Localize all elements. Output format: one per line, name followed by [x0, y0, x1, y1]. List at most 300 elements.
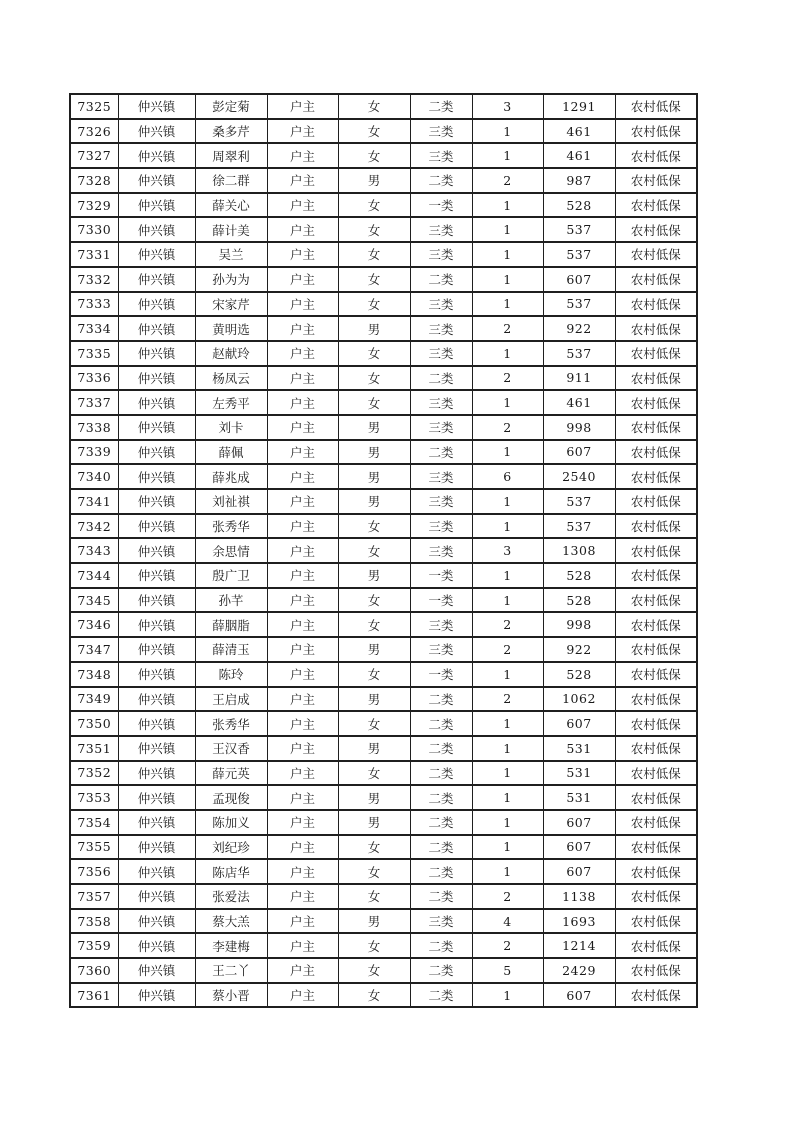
cell-amount: 528 [543, 563, 615, 588]
cell-town: 仲兴镇 [118, 119, 195, 144]
cell-gender: 男 [338, 316, 410, 341]
table-row [70, 217, 697, 242]
table-row [70, 662, 697, 687]
cell-amount: 537 [543, 242, 615, 267]
cell-gender: 女 [338, 958, 410, 983]
table-row [70, 785, 697, 810]
cell-amount: 607 [543, 267, 615, 292]
cell-count: 1 [472, 217, 543, 242]
cell-count: 1 [472, 514, 543, 539]
cell-name: 彭定菊 [195, 94, 267, 119]
cell-amount: 998 [543, 415, 615, 440]
cell-name: 徐二群 [195, 168, 267, 193]
cell-town: 仲兴镇 [118, 884, 195, 909]
cell-category: 二类 [410, 983, 472, 1008]
cell-category: 二类 [410, 267, 472, 292]
cell-gender: 男 [338, 810, 410, 835]
cell-town: 仲兴镇 [118, 316, 195, 341]
cell-program: 农村低保 [615, 440, 697, 465]
cell-gender: 男 [338, 736, 410, 761]
cell-name: 孙芊 [195, 588, 267, 613]
cell-id: 7345 [70, 588, 118, 613]
cell-town: 仲兴镇 [118, 612, 195, 637]
cell-category: 三类 [410, 464, 472, 489]
cell-relation: 户主 [267, 859, 338, 884]
cell-relation: 户主 [267, 983, 338, 1008]
cell-relation: 户主 [267, 933, 338, 958]
cell-amount: 531 [543, 761, 615, 786]
cell-name: 薛清玉 [195, 637, 267, 662]
cell-id: 7349 [70, 687, 118, 712]
cell-count: 1 [472, 835, 543, 860]
cell-amount: 537 [543, 292, 615, 317]
cell-gender: 男 [338, 687, 410, 712]
cell-gender: 男 [338, 464, 410, 489]
cell-gender: 女 [338, 538, 410, 563]
cell-relation: 户主 [267, 687, 338, 712]
cell-count: 1 [472, 859, 543, 884]
table-row [70, 489, 697, 514]
cell-category: 二类 [410, 835, 472, 860]
cell-id: 7330 [70, 217, 118, 242]
cell-category: 三类 [410, 316, 472, 341]
cell-program: 农村低保 [615, 489, 697, 514]
cell-town: 仲兴镇 [118, 94, 195, 119]
cell-name: 张爱法 [195, 884, 267, 909]
cell-town: 仲兴镇 [118, 143, 195, 168]
cell-relation: 户主 [267, 242, 338, 267]
cell-program: 农村低保 [615, 612, 697, 637]
cell-name: 殷广卫 [195, 563, 267, 588]
cell-category: 二类 [410, 958, 472, 983]
cell-count: 1 [472, 711, 543, 736]
cell-id: 7338 [70, 415, 118, 440]
cell-category: 二类 [410, 933, 472, 958]
cell-amount: 922 [543, 316, 615, 341]
cell-category: 二类 [410, 761, 472, 786]
cell-category: 二类 [410, 440, 472, 465]
cell-amount: 922 [543, 637, 615, 662]
table-row [70, 464, 697, 489]
cell-count: 1 [472, 563, 543, 588]
cell-relation: 户主 [267, 489, 338, 514]
cell-program: 农村低保 [615, 168, 697, 193]
cell-relation: 户主 [267, 143, 338, 168]
cell-name: 刘祉祺 [195, 489, 267, 514]
cell-amount: 998 [543, 612, 615, 637]
cell-name: 桑多芹 [195, 119, 267, 144]
cell-town: 仲兴镇 [118, 588, 195, 613]
cell-count: 1 [472, 761, 543, 786]
cell-count: 4 [472, 909, 543, 934]
cell-town: 仲兴镇 [118, 785, 195, 810]
cell-relation: 户主 [267, 514, 338, 539]
cell-town: 仲兴镇 [118, 983, 195, 1008]
cell-name: 宋家芹 [195, 292, 267, 317]
cell-gender: 男 [338, 637, 410, 662]
cell-program: 农村低保 [615, 859, 697, 884]
cell-amount: 537 [543, 489, 615, 514]
cell-gender: 男 [338, 415, 410, 440]
cell-program: 农村低保 [615, 143, 697, 168]
cell-count: 1 [472, 440, 543, 465]
cell-id: 7346 [70, 612, 118, 637]
cell-town: 仲兴镇 [118, 810, 195, 835]
cell-program: 农村低保 [615, 588, 697, 613]
cell-program: 农村低保 [615, 341, 697, 366]
cell-relation: 户主 [267, 366, 338, 391]
cell-count: 1 [472, 785, 543, 810]
cell-town: 仲兴镇 [118, 563, 195, 588]
cell-count: 2 [472, 884, 543, 909]
cell-id: 7325 [70, 94, 118, 119]
table-row [70, 884, 697, 909]
cell-amount: 987 [543, 168, 615, 193]
cell-town: 仲兴镇 [118, 292, 195, 317]
cell-id: 7355 [70, 835, 118, 860]
cell-relation: 户主 [267, 415, 338, 440]
cell-category: 一类 [410, 588, 472, 613]
cell-town: 仲兴镇 [118, 958, 195, 983]
cell-gender: 男 [338, 909, 410, 934]
cell-id: 7351 [70, 736, 118, 761]
cell-id: 7344 [70, 563, 118, 588]
cell-relation: 户主 [267, 588, 338, 613]
cell-program: 农村低保 [615, 415, 697, 440]
cell-count: 1 [472, 292, 543, 317]
table-row [70, 119, 697, 144]
cell-name: 刘卡 [195, 415, 267, 440]
cell-id: 7360 [70, 958, 118, 983]
cell-name: 张秀华 [195, 514, 267, 539]
cell-town: 仲兴镇 [118, 217, 195, 242]
cell-relation: 户主 [267, 440, 338, 465]
cell-amount: 911 [543, 366, 615, 391]
cell-program: 农村低保 [615, 687, 697, 712]
cell-gender: 女 [338, 341, 410, 366]
cell-town: 仲兴镇 [118, 193, 195, 218]
cell-program: 农村低保 [615, 242, 697, 267]
cell-town: 仲兴镇 [118, 835, 195, 860]
cell-town: 仲兴镇 [118, 415, 195, 440]
cell-program: 农村低保 [615, 983, 697, 1008]
cell-town: 仲兴镇 [118, 514, 195, 539]
table-row [70, 859, 697, 884]
cell-category: 二类 [410, 711, 472, 736]
cell-gender: 女 [338, 859, 410, 884]
cell-amount: 607 [543, 835, 615, 860]
cell-count: 1 [472, 341, 543, 366]
cell-count: 1 [472, 736, 543, 761]
cell-count: 3 [472, 94, 543, 119]
cell-gender: 女 [338, 514, 410, 539]
cell-amount: 1291 [543, 94, 615, 119]
cell-gender: 女 [338, 217, 410, 242]
cell-name: 陈加义 [195, 810, 267, 835]
cell-gender: 女 [338, 193, 410, 218]
cell-gender: 女 [338, 267, 410, 292]
cell-category: 三类 [410, 119, 472, 144]
cell-program: 农村低保 [615, 94, 697, 119]
cell-town: 仲兴镇 [118, 736, 195, 761]
cell-amount: 2429 [543, 958, 615, 983]
cell-count: 1 [472, 489, 543, 514]
cell-gender: 女 [338, 119, 410, 144]
cell-count: 1 [472, 588, 543, 613]
cell-name: 刘纪珍 [195, 835, 267, 860]
cell-id: 7333 [70, 292, 118, 317]
cell-id: 7340 [70, 464, 118, 489]
cell-id: 7348 [70, 662, 118, 687]
cell-program: 农村低保 [615, 933, 697, 958]
table-row [70, 983, 697, 1008]
cell-name: 余思情 [195, 538, 267, 563]
table-row [70, 440, 697, 465]
table-row [70, 612, 697, 637]
cell-relation: 户主 [267, 341, 338, 366]
cell-program: 农村低保 [615, 217, 697, 242]
cell-count: 1 [472, 242, 543, 267]
cell-count: 2 [472, 316, 543, 341]
cell-name: 黄明选 [195, 316, 267, 341]
cell-count: 1 [472, 983, 543, 1008]
cell-town: 仲兴镇 [118, 440, 195, 465]
cell-relation: 户主 [267, 884, 338, 909]
cell-town: 仲兴镇 [118, 390, 195, 415]
cell-name: 薛胭脂 [195, 612, 267, 637]
cell-program: 农村低保 [615, 563, 697, 588]
cell-relation: 户主 [267, 292, 338, 317]
cell-relation: 户主 [267, 563, 338, 588]
cell-category: 三类 [410, 612, 472, 637]
cell-id: 7343 [70, 538, 118, 563]
cell-category: 二类 [410, 859, 472, 884]
cell-amount: 1308 [543, 538, 615, 563]
cell-program: 农村低保 [615, 884, 697, 909]
cell-relation: 户主 [267, 637, 338, 662]
cell-program: 农村低保 [615, 637, 697, 662]
cell-id: 7359 [70, 933, 118, 958]
table-row [70, 143, 697, 168]
cell-gender: 男 [338, 563, 410, 588]
cell-name: 薛兆成 [195, 464, 267, 489]
cell-town: 仲兴镇 [118, 168, 195, 193]
cell-category: 一类 [410, 193, 472, 218]
cell-id: 7335 [70, 341, 118, 366]
cell-town: 仲兴镇 [118, 687, 195, 712]
cell-id: 7337 [70, 390, 118, 415]
cell-name: 王汉香 [195, 736, 267, 761]
table-row [70, 168, 697, 193]
table-row [70, 588, 697, 613]
table-row [70, 637, 697, 662]
cell-town: 仲兴镇 [118, 242, 195, 267]
cell-relation: 户主 [267, 711, 338, 736]
cell-amount: 537 [543, 217, 615, 242]
cell-category: 一类 [410, 563, 472, 588]
table-row [70, 958, 697, 983]
cell-town: 仲兴镇 [118, 711, 195, 736]
cell-town: 仲兴镇 [118, 464, 195, 489]
cell-relation: 户主 [267, 267, 338, 292]
cell-category: 二类 [410, 884, 472, 909]
cell-relation: 户主 [267, 736, 338, 761]
table-row [70, 761, 697, 786]
cell-amount: 461 [543, 390, 615, 415]
cell-amount: 2540 [543, 464, 615, 489]
cell-category: 三类 [410, 217, 472, 242]
cell-count: 2 [472, 933, 543, 958]
cell-relation: 户主 [267, 168, 338, 193]
cell-name: 陈玲 [195, 662, 267, 687]
cell-gender: 女 [338, 390, 410, 415]
cell-count: 1 [472, 267, 543, 292]
cell-amount: 1693 [543, 909, 615, 934]
cell-category: 二类 [410, 785, 472, 810]
cell-town: 仲兴镇 [118, 933, 195, 958]
cell-amount: 528 [543, 193, 615, 218]
cell-amount: 531 [543, 785, 615, 810]
cell-relation: 户主 [267, 835, 338, 860]
cell-category: 二类 [410, 687, 472, 712]
table-row [70, 366, 697, 391]
cell-category: 三类 [410, 242, 472, 267]
cell-amount: 537 [543, 514, 615, 539]
cell-id: 7329 [70, 193, 118, 218]
table-row [70, 193, 697, 218]
table-row [70, 563, 697, 588]
cell-amount: 1062 [543, 687, 615, 712]
table-row [70, 514, 697, 539]
cell-program: 农村低保 [615, 711, 697, 736]
table-row [70, 909, 697, 934]
cell-gender: 女 [338, 933, 410, 958]
cell-amount: 1138 [543, 884, 615, 909]
cell-town: 仲兴镇 [118, 341, 195, 366]
cell-name: 薛关心 [195, 193, 267, 218]
cell-gender: 男 [338, 440, 410, 465]
cell-town: 仲兴镇 [118, 662, 195, 687]
cell-name: 蔡小晋 [195, 983, 267, 1008]
cell-amount: 528 [543, 662, 615, 687]
table-row [70, 711, 697, 736]
cell-program: 农村低保 [615, 193, 697, 218]
cell-count: 2 [472, 612, 543, 637]
cell-name: 陈店华 [195, 859, 267, 884]
cell-id: 7331 [70, 242, 118, 267]
cell-id: 7336 [70, 366, 118, 391]
cell-category: 三类 [410, 390, 472, 415]
cell-gender: 男 [338, 489, 410, 514]
cell-id: 7356 [70, 859, 118, 884]
table-row [70, 341, 697, 366]
cell-count: 1 [472, 390, 543, 415]
cell-program: 农村低保 [615, 292, 697, 317]
table-row [70, 415, 697, 440]
cell-amount: 1214 [543, 933, 615, 958]
cell-category: 三类 [410, 514, 472, 539]
cell-program: 农村低保 [615, 316, 697, 341]
cell-gender: 女 [338, 835, 410, 860]
cell-name: 王二丫 [195, 958, 267, 983]
cell-program: 农村低保 [615, 390, 697, 415]
cell-category: 二类 [410, 810, 472, 835]
cell-count: 2 [472, 168, 543, 193]
cell-amount: 607 [543, 983, 615, 1008]
cell-relation: 户主 [267, 217, 338, 242]
cell-amount: 607 [543, 440, 615, 465]
cell-program: 农村低保 [615, 366, 697, 391]
cell-town: 仲兴镇 [118, 267, 195, 292]
cell-name: 杨凤云 [195, 366, 267, 391]
cell-relation: 户主 [267, 464, 338, 489]
cell-name: 王启成 [195, 687, 267, 712]
cell-count: 1 [472, 193, 543, 218]
cell-name: 吴兰 [195, 242, 267, 267]
cell-relation: 户主 [267, 810, 338, 835]
cell-gender: 女 [338, 612, 410, 637]
table-row [70, 736, 697, 761]
cell-count: 2 [472, 687, 543, 712]
cell-category: 一类 [410, 662, 472, 687]
cell-gender: 女 [338, 242, 410, 267]
cell-program: 农村低保 [615, 267, 697, 292]
table-row [70, 933, 697, 958]
cell-id: 7326 [70, 119, 118, 144]
cell-relation: 户主 [267, 316, 338, 341]
cell-gender: 女 [338, 366, 410, 391]
cell-program: 农村低保 [615, 736, 697, 761]
cell-id: 7357 [70, 884, 118, 909]
welfare-roster-table [69, 93, 698, 1008]
cell-town: 仲兴镇 [118, 637, 195, 662]
cell-gender: 女 [338, 711, 410, 736]
cell-program: 农村低保 [615, 662, 697, 687]
cell-category: 三类 [410, 143, 472, 168]
cell-town: 仲兴镇 [118, 859, 195, 884]
cell-category: 三类 [410, 341, 472, 366]
cell-name: 薛元英 [195, 761, 267, 786]
cell-name: 薛计美 [195, 217, 267, 242]
cell-program: 农村低保 [615, 785, 697, 810]
table-row [70, 316, 697, 341]
cell-category: 二类 [410, 94, 472, 119]
cell-name: 蔡大羔 [195, 909, 267, 934]
cell-relation: 户主 [267, 538, 338, 563]
cell-amount: 607 [543, 859, 615, 884]
cell-program: 农村低保 [615, 538, 697, 563]
cell-name: 薛佩 [195, 440, 267, 465]
cell-category: 三类 [410, 292, 472, 317]
table-row [70, 835, 697, 860]
cell-name: 张秀华 [195, 711, 267, 736]
cell-count: 2 [472, 415, 543, 440]
cell-gender: 男 [338, 785, 410, 810]
cell-program: 农村低保 [615, 464, 697, 489]
table-row [70, 810, 697, 835]
cell-relation: 户主 [267, 785, 338, 810]
cell-gender: 女 [338, 143, 410, 168]
cell-id: 7327 [70, 143, 118, 168]
cell-id: 7339 [70, 440, 118, 465]
cell-relation: 户主 [267, 662, 338, 687]
cell-count: 1 [472, 143, 543, 168]
cell-program: 农村低保 [615, 119, 697, 144]
cell-id: 7358 [70, 909, 118, 934]
cell-category: 三类 [410, 489, 472, 514]
table-row [70, 390, 697, 415]
cell-town: 仲兴镇 [118, 366, 195, 391]
